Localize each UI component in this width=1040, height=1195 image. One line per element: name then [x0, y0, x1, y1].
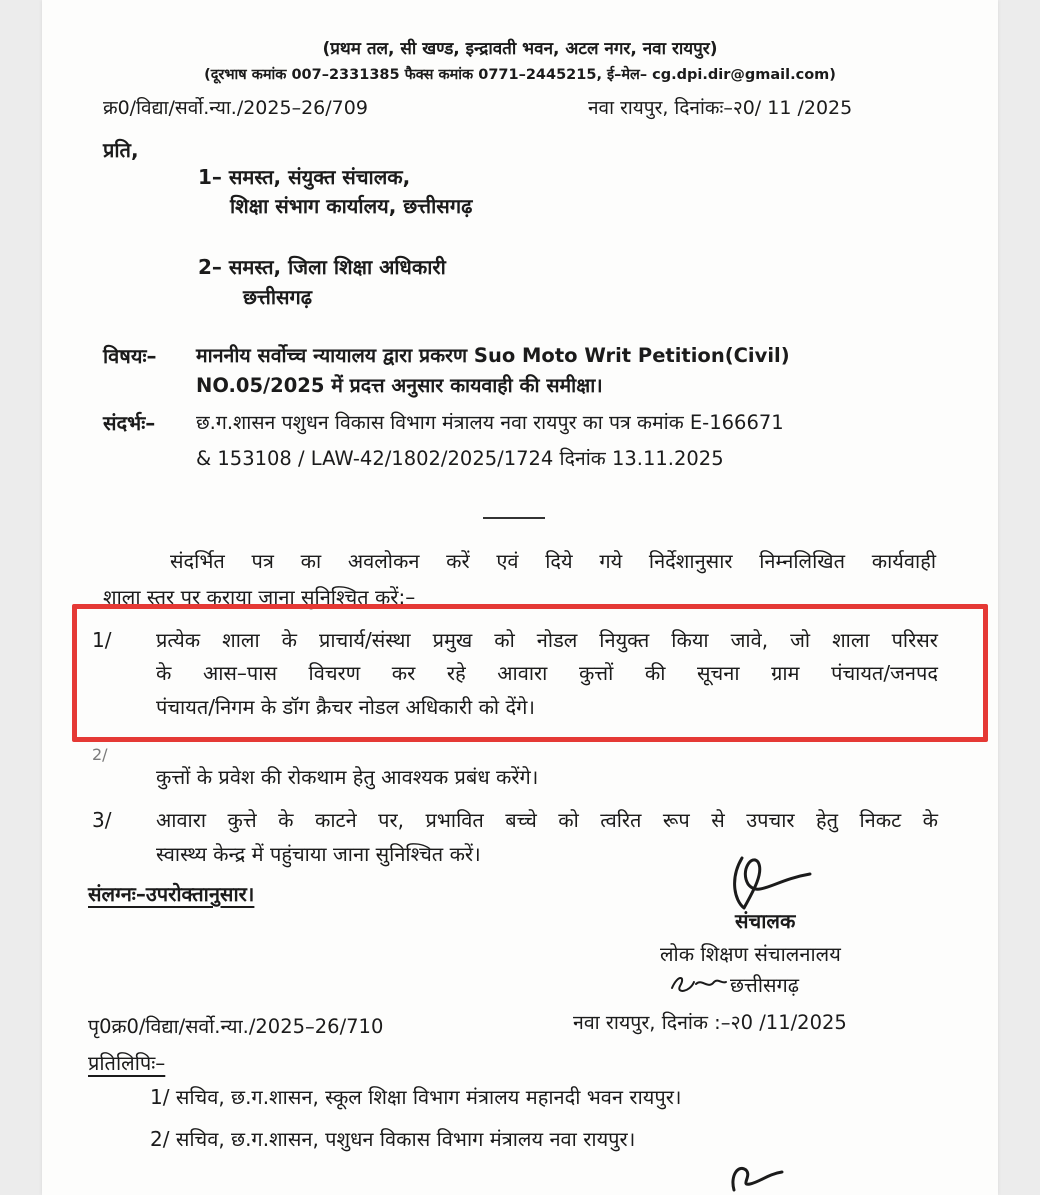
initials-mark [668, 970, 728, 998]
intro-line1: संदर्भित पत्र का अवलोकन करें एवं दिये गये निर्देशानुसार निम्नलिखित कार्यवाही [170, 549, 936, 573]
endorsement-number: पृ0क्र0/विद्या/सर्वो.न्या./2025–26/710 [88, 1015, 384, 1038]
point-3-line2: स्वास्थ्य केन्द्र में पहुंचाया जाना सुनिश्चित करें। [156, 842, 481, 866]
point-1-line2: के आस–पास विचरण कर रहे आवारा कुत्तों की सूचना ग्राम पंचायत/जनपद [156, 661, 938, 685]
point-3-number: 3/ [92, 808, 112, 832]
right-backdrop [998, 0, 1040, 1195]
copy-to-label: प्रतिलिपिः– [88, 1051, 166, 1075]
reference-line2: & 153108 / LAW-42/1802/2025/1724 दिनांक 13.11.2025 [196, 447, 724, 470]
copy-to-2: 2/ सचिव, छ.ग.शासन, पशुधन विकास विभाग मंत्रालय नवा रायपुर। [150, 1127, 636, 1151]
highlight-box [72, 604, 988, 742]
signatory-office: लोक शिक्षण संचालनालय [660, 942, 841, 966]
left-backdrop [0, 0, 42, 1195]
subject-line1: माननीय सर्वोच्च न्यायालय द्वारा प्रकरण Suo Moto Writ Petition(Civil) [196, 344, 790, 367]
recipient-2-line2: छत्तीसगढ़ [243, 285, 313, 309]
to-label: प्रति, [103, 138, 139, 162]
point-2-line2: कुत्तों के प्रवेश की रोकथाम हेतु आवश्यक प्रबंध करेंगे। [156, 765, 539, 789]
point-1-number: 1/ [92, 628, 112, 652]
recipient-1-line1: 1– समस्त, संयुक्त संचालक, [198, 165, 411, 189]
point-3-line1: आवारा कुत्ते के काटने पर, प्रभावित बच्चे को त्वरित रूप से उपचार हेतु निकट के [156, 808, 938, 832]
signatory-state: छत्तीसगढ़ [730, 973, 800, 997]
letter-number: क्र0/विद्या/सर्वो.न्या./2025–26/709 [103, 97, 368, 119]
signatory-title: संचालक [735, 909, 796, 933]
subject-line2: NO.05/2025 में प्रदत्त अनुसार कायवाही की समीक्षा। [196, 374, 603, 397]
reference-label: संदर्भः– [103, 411, 156, 435]
reference-line1: छ.ग.शासन पशुधन विकास विभाग मंत्रालय नवा रायपुर का पत्र कमांक E-166671 [196, 411, 784, 434]
office-address: (प्रथम तल, सी खण्ड, इन्द्रावती भवन, अटल नगर, नवा रायपुर) [322, 39, 718, 59]
point-1-line1: प्रत्येक शाला के प्राचार्य/संस्था प्रमुख को नोडल नियुक्त किया जावे, जो शाला परिसर [156, 628, 938, 652]
copy-to-1: 1/ सचिव, छ.ग.शासन, स्कूल शिक्षा विभाग मंत्रालय महानदी भवन रायपुर। [150, 1085, 682, 1109]
point-1-line3: पंचायत/निगम के डॉग क्रैचर नोडल अधिकारी को देंगे। [156, 695, 535, 719]
point-2-number: 2/ [92, 745, 108, 764]
separator-dash [483, 517, 545, 519]
letter-date: नवा रायपुर, दिनांकः–२0/ 11 /2025 [588, 97, 853, 119]
recipient-2-line1: 2– समस्त, जिला शिक्षा अधिकारी [198, 255, 446, 279]
enclosure-note: संलग्नः–उपरोक्तानुसार। [88, 882, 255, 906]
intro-line2: शाला स्तर पर कराया जाना सुनिश्चित करें:– [103, 585, 416, 609]
bottom-signature-mark [720, 1160, 790, 1195]
recipient-1-line2: शिक्षा संभाग कार्यालय, छत्तीसगढ़ [230, 194, 473, 218]
subject-label: विषयः– [103, 344, 157, 368]
office-contact: (दूरभाष कमांक 007–2331385 फैक्स कमांक 0771–2445215, ई–मेल– cg.dpi.dir@gmail.com) [204, 67, 836, 83]
endorsement-date: नवा रायपुर, दिनांक :–२0 /11/2025 [573, 1011, 847, 1034]
